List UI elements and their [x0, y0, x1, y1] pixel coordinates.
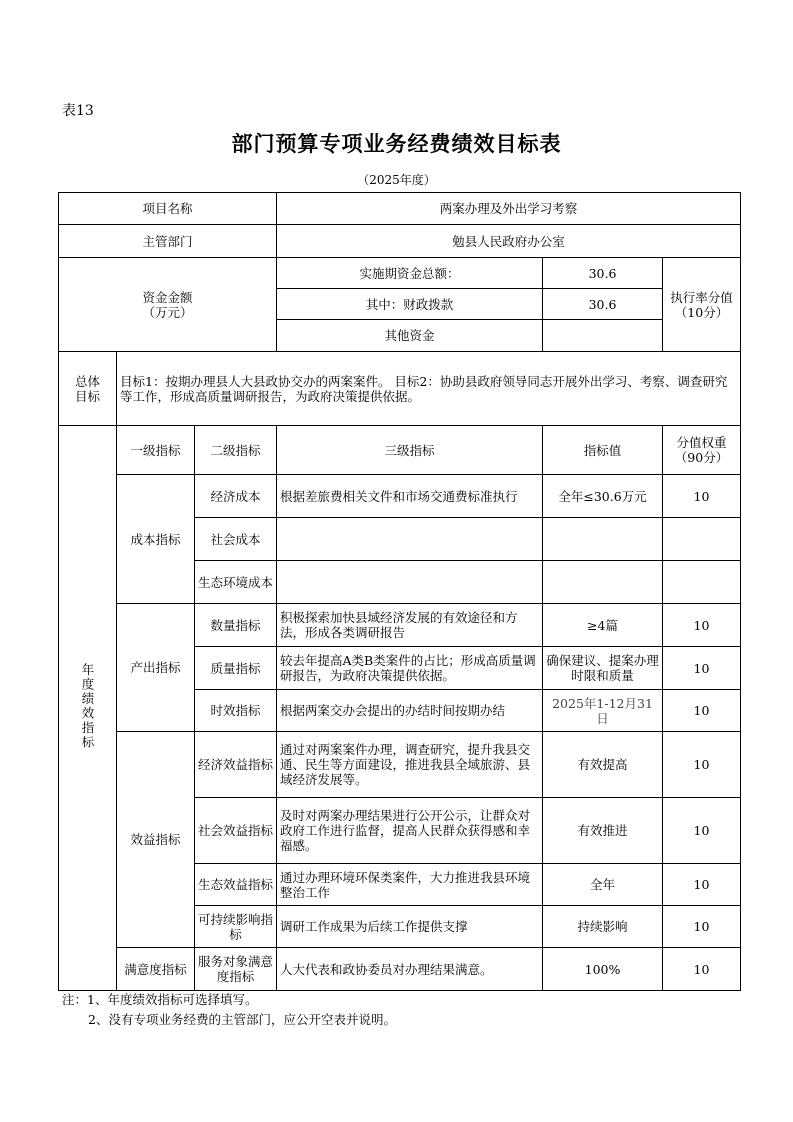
overall-goal-label	[59, 352, 117, 426]
cost-l2: 社会成本	[195, 518, 277, 561]
satisfaction-weight: 10	[663, 948, 741, 991]
funds-total-label: 实施期资金总额：	[277, 258, 543, 289]
annual-indicators-label	[59, 426, 117, 991]
header-level2: 二级指标	[195, 426, 277, 475]
cost-l3: 根据差旅费相关文件和市场交通费标准执行	[277, 475, 543, 518]
output-l3: 较去年提高A类B类案件的占比；形成高质量调研报告，为政府决策提供依据。	[277, 647, 543, 690]
exec-rate-label-line2: （10分）	[674, 304, 729, 320]
cost-weight	[663, 561, 741, 604]
project-name-row	[59, 193, 741, 225]
budget-year: （2025年度）	[357, 173, 436, 187]
footnotes	[62, 990, 396, 1030]
project-name-value: 两案办理及外出学习考察	[277, 193, 741, 225]
output-weight: 10	[663, 690, 741, 732]
benefit-l2: 生态效益指标	[195, 864, 277, 906]
indicator-header-row	[59, 426, 741, 475]
funds-finance-value: 30.6	[543, 289, 663, 320]
overall-goal-text: 目标1：按期办理县人大县政协交办的两案案件。 目标2：协助县政府领导同志开展外出学习、考察、调查研究等工作，形成高质量调研报告，为政府决策提供依据。	[117, 352, 741, 426]
header-weight	[663, 426, 741, 475]
header-weight-line1: 分值权重	[676, 435, 727, 450]
cost-l2: 生态环境成本	[195, 561, 277, 604]
benefit-weight: 10	[663, 864, 741, 906]
benefit-l2: 经济效益指标	[195, 732, 277, 798]
benefit-weight: 10	[663, 798, 741, 864]
header-value: 指标值	[543, 426, 663, 475]
benefit-value: 有效提高	[543, 732, 663, 798]
output-value: ≥4篇	[543, 604, 663, 647]
benefit-value: 全年	[543, 864, 663, 906]
exec-rate-score	[663, 258, 741, 352]
exec-rate-label-line1: 执行率分值	[670, 289, 733, 305]
output-l3: 积极探索加快县域经济发展的有效途径和方法，形成各类调研报告	[277, 604, 543, 647]
annual-indicators-text: 年度绩效指标	[80, 663, 95, 750]
benefit-l3: 通过对两案案件办理，调查研究，提升我县交通、民生等方面建设，推进我县全域旅游、县域经济发展等。	[277, 732, 543, 798]
table-row	[59, 475, 741, 518]
cost-indicator-label: 成本指标	[117, 475, 195, 604]
footnote-2: 2、没有专项业务经费的主管部门，应公开空表并说明。	[88, 1012, 396, 1027]
output-l2: 质量指标	[195, 647, 277, 690]
benefit-l2: 可持续影响指标	[195, 906, 277, 948]
header-level1: 一级指标	[117, 426, 195, 475]
satisfaction-l2: 服务对象满意度指标	[195, 948, 277, 991]
table-row	[59, 732, 741, 798]
cost-value: 全年≤30.6万元	[543, 475, 663, 518]
funds-total-row	[59, 258, 741, 289]
benefit-l2: 社会效益指标	[195, 798, 277, 864]
document-title: 部门预算专项业务经费绩效目标表	[231, 131, 562, 156]
overall-goal-label-line2: 目标	[74, 388, 100, 404]
satisfaction-value: 100%	[543, 948, 663, 991]
output-value: 确保建议、提案办理时限和质量	[543, 647, 663, 690]
benefit-value: 有效推进	[543, 798, 663, 864]
cost-weight	[663, 518, 741, 561]
cost-weight: 10	[663, 475, 741, 518]
header-weight-line2: （90分）	[674, 450, 729, 465]
output-indicator-label: 产出指标	[117, 604, 195, 732]
project-name-label: 项目名称	[59, 193, 277, 225]
output-l3: 根据两案交办会提出的办结时间按期办结	[277, 690, 543, 732]
output-l2: 时效指标	[195, 690, 277, 732]
header-level3: 三级指标	[277, 426, 543, 475]
benefit-l3: 调研工作成果为后续工作提供支撑	[277, 906, 543, 948]
funds-label-line2: （万元）	[142, 304, 193, 320]
table-row	[59, 948, 741, 991]
benefit-indicator-label: 效益指标	[117, 732, 195, 948]
output-value: 2025年1-12月31日	[543, 690, 663, 732]
overall-goal-row	[59, 352, 741, 426]
funds-label-line1: 资金金额	[142, 289, 193, 305]
cost-value	[543, 561, 663, 604]
funds-label	[59, 258, 277, 352]
funds-other-label: 其他资金	[277, 320, 543, 352]
funds-total-value: 30.6	[543, 258, 663, 289]
cost-l2: 经济成本	[195, 475, 277, 518]
funds-finance-label: 其中：财政拨款	[277, 289, 543, 320]
benefit-weight: 10	[663, 732, 741, 798]
output-l2: 数量指标	[195, 604, 277, 647]
output-weight: 10	[663, 647, 741, 690]
output-weight: 10	[663, 604, 741, 647]
footnote-1: 注：1、年度绩效指标可选择填写。	[62, 992, 258, 1007]
table-row	[59, 604, 741, 647]
cost-l3	[277, 561, 543, 604]
overall-goal-label-line1: 总体	[74, 373, 100, 389]
satisfaction-l3: 人大代表和政协委员对办理结果满意。	[277, 948, 543, 991]
cost-l3	[277, 518, 543, 561]
benefit-value: 持续影响	[543, 906, 663, 948]
benefit-weight: 10	[663, 906, 741, 948]
table-number-label: 表13	[62, 103, 94, 119]
department-value: 勉县人民政府办公室	[277, 225, 741, 258]
department-row	[59, 225, 741, 258]
funds-other-value	[543, 320, 663, 352]
department-label: 主管部门	[59, 225, 277, 258]
benefit-l3: 通过办理环境环保类案件，大力推进我县环境整治工作	[277, 864, 543, 906]
performance-target-table	[58, 192, 741, 991]
benefit-l3: 及时对两案办理结果进行公开公示，让群众对政府工作进行监督，提高人民群众获得感和幸福感。	[277, 798, 543, 864]
satisfaction-indicator-label: 满意度指标	[117, 948, 195, 991]
cost-value	[543, 518, 663, 561]
